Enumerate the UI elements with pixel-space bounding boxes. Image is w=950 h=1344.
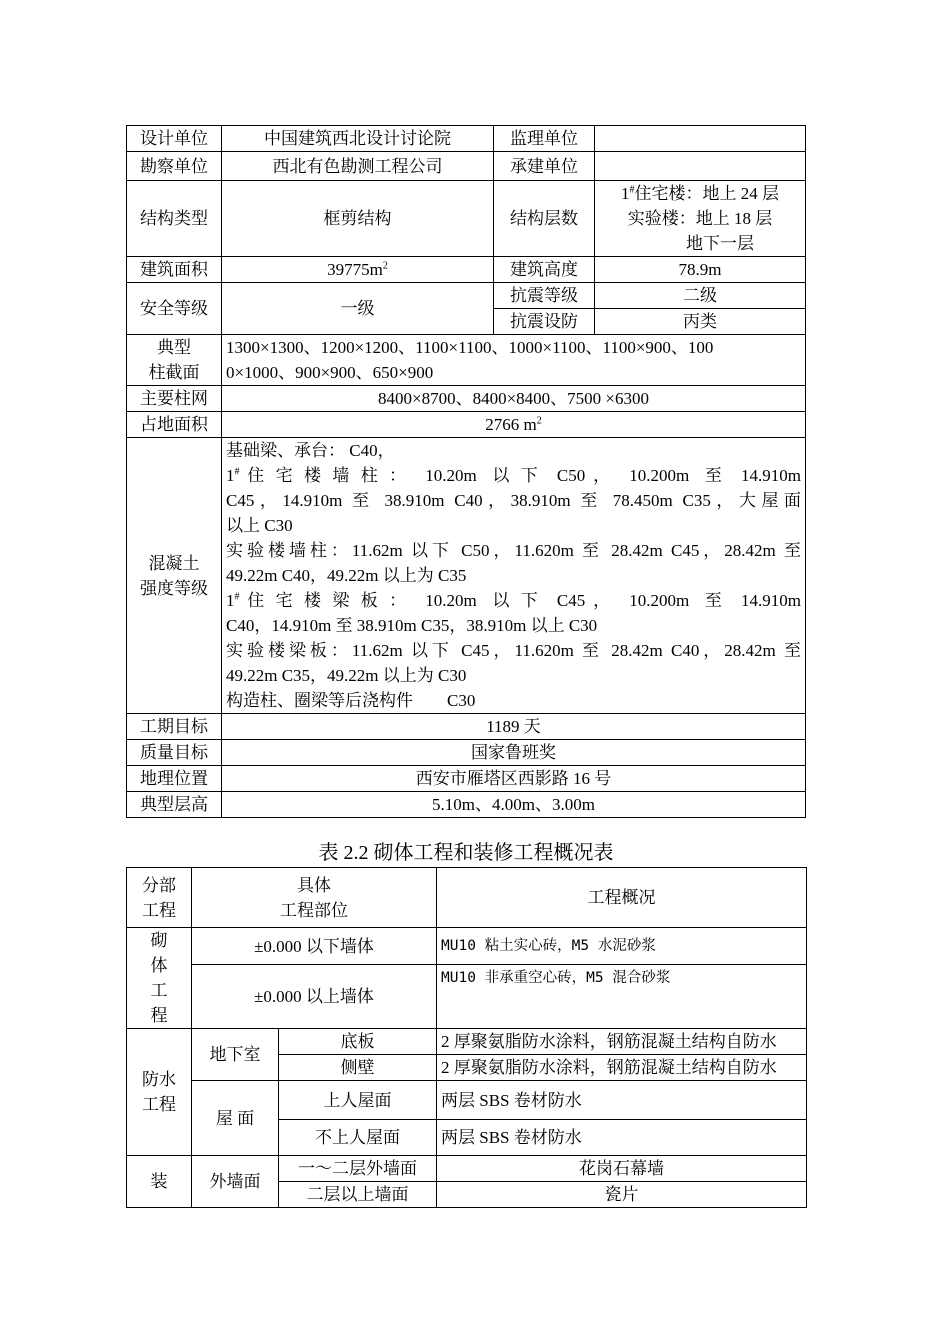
non-accessible-roof-desc: 两层 SBS 卷材防水 [437,1120,807,1156]
header-overview: 工程概况 [437,868,807,928]
column-grid-label: 主要柱网 [127,386,222,412]
masonry-above-zero-desc: MU10 非承重空心砖，M5 混合砂浆 [437,965,807,1029]
floors-label: 结构层数 [494,181,595,257]
design-unit-value: 中国建筑西北设计讨论院 [222,126,494,152]
building-area-label: 建筑面积 [127,257,222,283]
safety-grade-label: 安全等级 [127,283,222,335]
survey-unit-label: 勘察单位 [127,152,222,181]
exterior-floor1-2: 一～二层外墙面 [279,1156,437,1182]
accessible-roof-desc: 两层 SBS 卷材防水 [437,1081,807,1120]
site-area-value: 2766 $m^2$ [222,412,806,438]
exterior-above-floor2: 二层以上墙面 [279,1182,437,1208]
seismic-defense-label: 抗震设防 [494,309,595,335]
floor-slab-desc: 2 厚聚氨脂防水涂料，钢筋混凝土结构自防水 [437,1029,807,1055]
basement-label: 地下室 [192,1029,279,1081]
supervisor-label: 监理单位 [494,126,595,152]
building-height-label: 建筑高度 [494,257,595,283]
seismic-grade-label: 抗震等级 [494,283,595,309]
floor-slab-label: 底板 [279,1029,437,1055]
contractor-label: 承建单位 [494,152,595,181]
schedule-label: 工期目标 [127,714,222,740]
exterior-wall-label: 外墙面 [192,1156,279,1208]
table2-title: 表 2.2 砌体工程和装修工程概况表 [318,842,614,864]
structure-type-label: 结构类型 [127,181,222,257]
safety-grade-value: 一级 [222,283,494,335]
non-accessible-roof-label: 不上人屋面 [279,1120,437,1156]
exterior-above-floor2-desc: 瓷片 [437,1182,807,1208]
seismic-grade-value: 二级 [595,283,806,309]
building-area-value: $39775m^2$ [222,257,494,283]
masonry-below-zero-desc: MU10 粘土实心砖，M5 水泥砂浆 [437,928,807,965]
supervisor-value [595,126,806,152]
waterproof-label: 防水 工程 [127,1029,192,1156]
survey-unit-value: 西北有色勘测工程公司 [222,152,494,181]
structure-type-value: 框剪结构 [222,181,494,257]
masonry-label: 砌 体 工 程 [127,928,192,1029]
seismic-defense-value: 丙类 [595,309,806,335]
project-overview-table [126,125,806,818]
floor-height-value: 5.10m、4.00m、3.00m [222,792,806,818]
building-height-value: 78.9m [595,257,806,283]
masonry-below-zero: ±0.000 以下墙体 [192,928,437,965]
masonry-decoration-table [126,867,807,1208]
concrete-grade-label: 混凝土 强度等级 [127,438,222,714]
exterior-floor1-2-desc: 花岗石幕墙 [437,1156,807,1182]
location-label: 地理位置 [127,766,222,792]
quality-label: 质量目标 [127,740,222,766]
floors-value: 1#住宅楼：地上 24 层 实验楼：地上 18 层 地下一层 [595,181,806,257]
roof-label: 屋 面 [192,1081,279,1156]
column-grid-value: 8400×8700、8400×8400、7500 ×6300 [222,386,806,412]
column-section-label: 典型 柱截面 [127,335,222,386]
site-area-label: 占地面积 [127,412,222,438]
accessible-roof-label: 上人屋面 [279,1081,437,1120]
concrete-grade-value: 基础梁、承台： C40， 1# 住 宅 楼 墙 柱 ： 10.20m 以 下 C50 ， 10.200m 至 14.910m C45，14.910m 至 38.910m C40，38.910m 至 78.450m C35，大屋面 以上 C30 实验楼墙柱：11.62m 以下 C50，11.620m 至 28.42m C45，28.42m 至 49.22m C40，49.22m 以上为 C35 1# 住 宅 楼 梁 板 ： 10.20m 以 下 C45 ， 10.200m 至 14.910m C40，14.910m 至 38.910m C35，38.910m 以上 C30 实验楼梁板：11.62m 以下 C45，11.620m 至 28.42m C40，28.42m 至 49.22m C35，49.22m 以上为 C30 构造柱、圈梁等后浇构件 C30 [222,438,806,714]
side-wall-desc: 2 厚聚氨脂防水涂料，钢筋混凝土结构自防水 [437,1055,807,1081]
decoration-label: 装 [127,1156,192,1208]
header-division: 分部 工程 [127,868,192,928]
contractor-value [595,152,806,181]
side-wall-label: 侧壁 [279,1055,437,1081]
location-value: 西安市雁塔区西影路 16 号 [222,766,806,792]
design-unit-label: 设计单位 [127,126,222,152]
quality-value: 国家鲁班奖 [222,740,806,766]
masonry-above-zero: ±0.000 以上墙体 [192,965,437,1029]
column-section-value: 1300×1300、1200×1200、1100×1100、1000×1100、1100×900、100 0×1000、900×900、650×900 [222,335,806,386]
schedule-value: 1189 天 [222,714,806,740]
floor-height-label: 典型层高 [127,792,222,818]
header-part: 具体 工程部位 [192,868,437,928]
